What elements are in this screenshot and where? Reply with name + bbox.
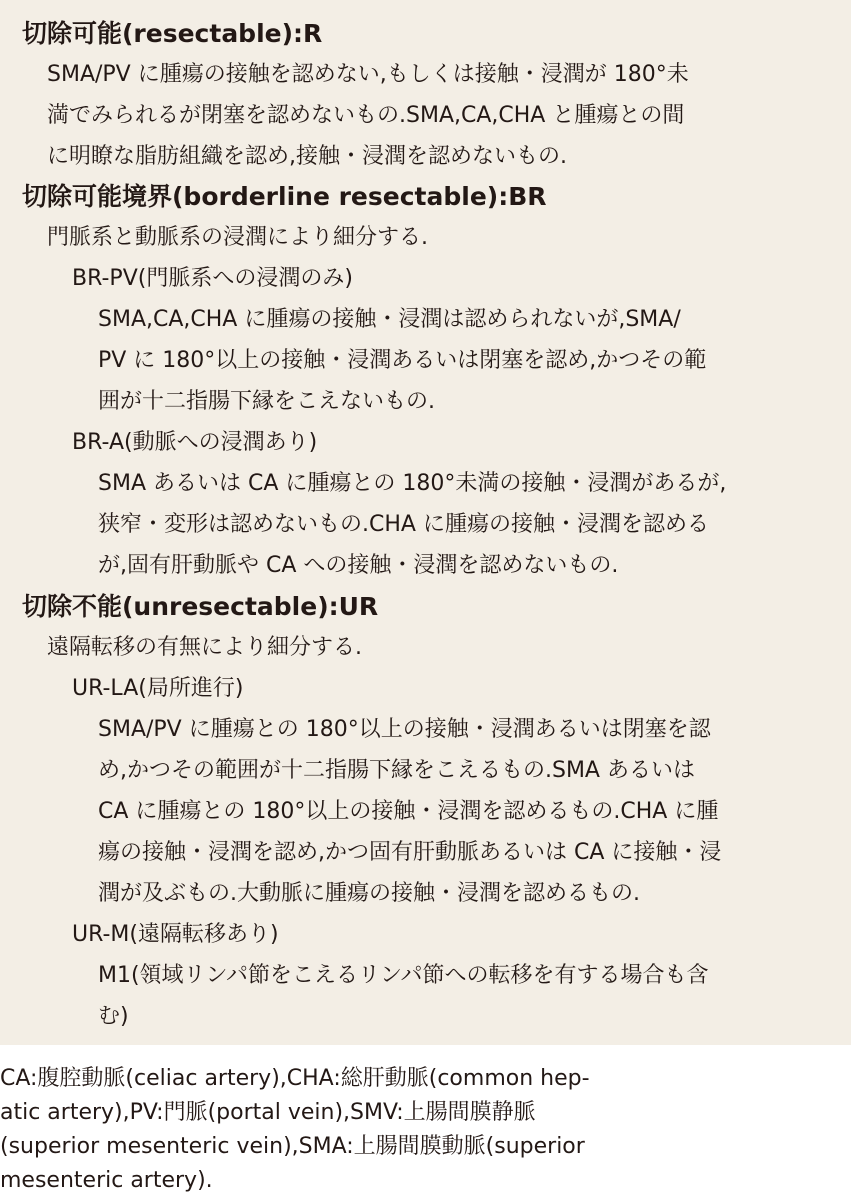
ur-m-line-2: む) <box>98 1004 129 1029</box>
borderline-intro: 門脈系と動脈系の浸潤により細分する. <box>47 225 428 250</box>
ur-la-line-4: 瘍の接触・浸潤を認め,かつ固有肝動脈あるいは CA に接触・浸 <box>98 840 722 865</box>
footnote-line-1: CA:腹腔動脈(celiac artery),CHA:総肝動脈(common hep- <box>0 1066 590 1091</box>
resectable-line-1: SMA/PV に腫瘍の接触を認めない,もしくは接触・浸潤が 180°未 <box>47 62 689 87</box>
heading-resectable: 切除可能(resectable):R <box>22 19 323 48</box>
heading-borderline: 切除可能境界(borderline resectable):BR <box>22 182 547 211</box>
footnote-line-3: (superior mesenteric vein),SMA:上腸間膜動脈(superior <box>0 1134 585 1159</box>
ur-la-line-3: CA に腫瘍との 180°以上の接触・浸潤を認めるもの.CHA に腫 <box>98 799 719 824</box>
resectable-line-2: 満でみられるが閉塞を認めないもの.SMA,CA,CHA と腫瘍との間 <box>47 103 685 128</box>
ur-m-line-1: M1(領域リンパ節をこえるリンパ節への転移を有する場合も含 <box>98 963 709 988</box>
heading-unresectable: 切除不能(unresectable):UR <box>22 592 379 621</box>
footnote-line-2: atic artery),PV:門脈(portal vein),SMV:上腸間膜静脈 <box>0 1100 536 1125</box>
unresectable-intro: 遠隔転移の有無により細分する. <box>47 635 362 660</box>
heading-br-a: BR-A(動脈への浸潤あり) <box>72 430 318 455</box>
footnote-line-4: mesenteric artery). <box>0 1168 213 1193</box>
br-pv-line-1: SMA,CA,CHA に腫瘍の接触・浸潤は認められないが,SMA/ <box>98 307 681 332</box>
ur-la-line-2: め,かつその範囲が十二指腸下縁をこえるもの.SMA あるいは <box>98 758 695 783</box>
footnote <box>0 1062 851 1200</box>
br-a-line-1: SMA あるいは CA に腫瘍との 180°未満の接触・浸潤があるが, <box>98 471 727 496</box>
heading-br-pv: BR-PV(門脈系への浸潤のみ) <box>72 266 353 291</box>
resectable-line-3: に明瞭な脂肪組織を認め,接触・浸潤を認めないもの. <box>47 144 567 169</box>
br-pv-line-3: 囲が十二指腸下縁をこえないもの. <box>98 389 435 414</box>
br-a-line-3: が,固有肝動脈や CA への接触・浸潤を認めないもの. <box>98 553 619 578</box>
br-pv-line-2: PV に 180°以上の接触・浸潤あるいは閉塞を認め,かつその範 <box>98 348 707 373</box>
ur-la-line-5: 潤が及ぶもの.大動脈に腫瘍の接触・浸潤を認めるもの. <box>98 881 640 906</box>
heading-ur-la: UR-LA(局所進行) <box>72 676 244 701</box>
ur-la-line-1: SMA/PV に腫瘍との 180°以上の接触・浸潤あるいは閉塞を認 <box>98 717 711 742</box>
br-a-line-2: 狭窄・変形は認めないもの.CHA に腫瘍の接触・浸潤を認める <box>98 512 709 537</box>
heading-ur-m: UR-M(遠隔転移あり) <box>72 922 279 947</box>
